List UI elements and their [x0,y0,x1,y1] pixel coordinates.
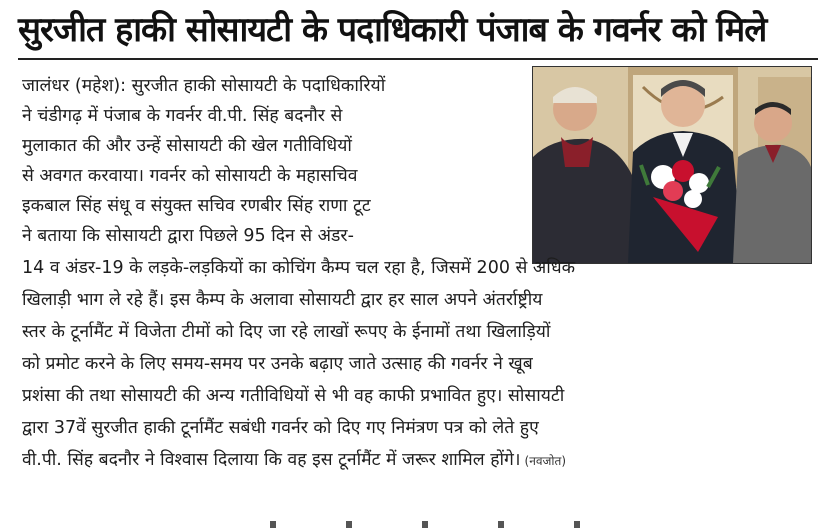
next-article-fragment [270,516,690,528]
article-line-5: इकबाल सिंह संधू व संयुक्त सचिव रणबीर सिंह राणा टूट [22,196,371,216]
cut-glyph [346,521,352,528]
article-line-8: खिलाड़ी भाग ले रहे हैं। इस कैम्प के अलावा सोसायटी द्वार हर साल अपने अंतर्राष्ट्रीय [22,290,543,310]
article-line-6: ने बताया कि सोसायटी द्वारा पिछले 95 दिन से अंडर- [22,226,354,246]
article-line-13-text: वी.पी. सिंह बदनौर ने विश्वास दिलाया कि वह इस टूर्नामैंट में जरूर शामिल होंगे। [22,450,521,470]
headline: सुरजीत हाकी सोसायटी के पदाधिकारी पंजाब के गवर्नर को मिले [18,10,767,50]
photo-illustration [533,67,811,263]
cut-glyph [270,521,276,528]
headline-rule [18,58,818,60]
cut-glyph [498,521,504,528]
cut-glyph [422,521,428,528]
news-photo [532,66,812,264]
article-line-1: जालंधर (महेश): सुरजीत हाकी सोसायटी के पदाधिकारियों [22,76,386,96]
article-line-7: 14 व अंडर-19 के लड़के-लड़कियों का कोचिंग कैम्प चल रहा है, जिसमें 200 से अधिक [22,258,576,278]
byline-credit: (नवजोत) [524,454,567,468]
article-line-10: को प्रमोट करने के लिए समय-समय पर उनके बढ़ाए जाते उत्साह की गवर्नर ने खूब [22,354,533,374]
article-line-12: द्वारा 37वें सुरजीत हाकी टूर्नामैंट सबंधी गवर्नर को दिए गए निमंत्रण पत्र को लेते हुए [22,418,539,438]
article-line-2: ने चंडीगढ़ में पंजाब के गवर्नर वी.पी. सिंह बदनौर से [22,106,343,126]
article-line-3: मुलाकात की और उन्हें सोसायटी की खेल गतीविधियों [22,136,352,156]
article-line-11: प्रशंसा की तथा सोसायटी की अन्य गतीविधियों से भी वह काफी प्रभावित हुए। सोसायटी [22,386,565,406]
cut-glyph [574,521,580,528]
article-line-9: स्तर के टूर्नामैंट में विजेता टीमों को दिए जा रहे लाखों रूपए के ईनामों तथा खिलाड़ियों [22,322,551,342]
article-line-13 [22,448,812,474]
article-line-4: से अवगत करवाया। गवर्नर को सोसायटी के महासचिव [22,166,358,186]
